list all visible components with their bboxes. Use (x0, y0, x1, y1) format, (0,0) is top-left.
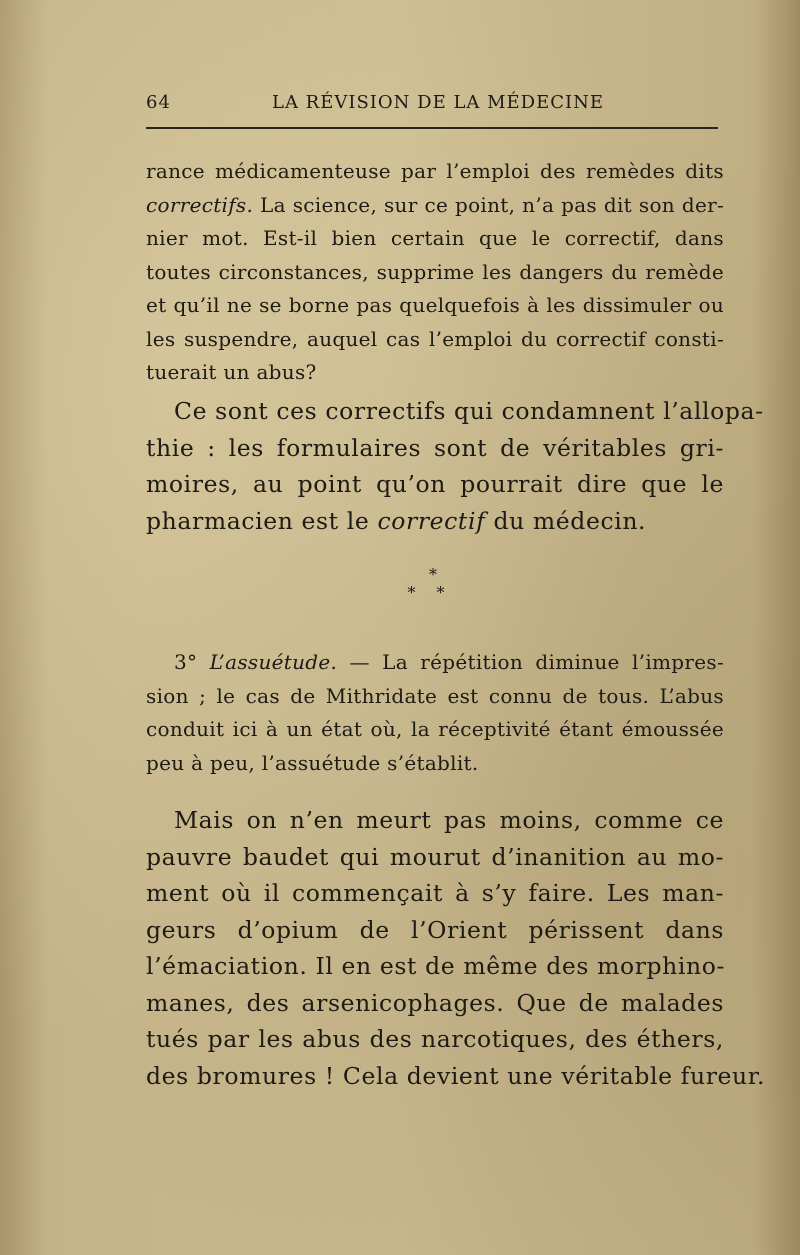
page-header (146, 92, 718, 126)
text-line: moires, au point qu’on pourrait dire que le (146, 470, 724, 498)
text-line: pauvre baudet qui mourut d’inanition au mo- (146, 842, 724, 871)
section-divider-stars (380, 566, 480, 606)
text-line: Ce sont ces correctifs qui condamnent l’allopa- (174, 397, 764, 425)
text-line: tuerait un abus? (146, 360, 317, 384)
text-line: et qu’il ne se borne pas quelquefois à les dissimuler ou (146, 293, 724, 317)
header-rule (146, 127, 718, 129)
text-line: manes, des arsenicophages. Que de malades (146, 988, 724, 1017)
text-line: des bromures ! Cela devient une véritable fureur. (146, 1061, 766, 1090)
text-line (146, 503, 724, 540)
text-line (146, 646, 724, 680)
running-title: LA RÉVISION DE LA MÉDECINE (272, 92, 605, 113)
text-line: tués par les abus des narcotiques, des éthers, (146, 1025, 724, 1053)
text-line: nier mot. Est-il bien certain que le correctif, dans (146, 226, 724, 250)
text-line: Mais on n’en meurt pas moins, comme ce (174, 806, 724, 834)
text-run: pharmacien est le (146, 506, 378, 535)
paragraph-2 (146, 393, 764, 539)
text-line: sion ; le cas de Mithridate est connu de tous. L’abus (146, 683, 724, 708)
italic-term: correctifs. (146, 192, 254, 217)
star-top: * (429, 565, 437, 584)
star-bottom: * * (407, 583, 453, 602)
text-line: thie : les formulaires sont de véritables gri- (146, 433, 724, 462)
text-run: La science, sur ce point, n’a pas dit son der- (253, 192, 724, 217)
text-line: conduit ici à un état où, la réceptivité étant émoussée (146, 717, 724, 741)
paragraph-4 (146, 802, 766, 1094)
text-line: geurs d’opium de l’Orient périssent dans (146, 915, 724, 944)
paragraph-1 (146, 155, 724, 390)
text-line: rance médicamenteuse par l’emploi des remèdes dits (146, 159, 724, 183)
text-line: toutes circonstances, supprime les dangers du remède (146, 259, 724, 284)
text-line (146, 189, 724, 223)
section-heading: L’assuétude. (209, 650, 338, 674)
text-line: peu à peu, l’assuétude s’établit. (146, 750, 479, 775)
text-line: ment où il commençait à s’y faire. Les man- (146, 879, 724, 907)
italic-term: correctif (377, 506, 486, 535)
page-number: 64 (146, 92, 171, 113)
text-line: l’émaciation. Il en est de même des morphino- (146, 952, 726, 980)
paragraph-3 (146, 646, 724, 780)
section-number: 3° (174, 650, 210, 674)
text-run: du médecin. (485, 506, 647, 535)
text-run: — La répétition diminue l’impres- (337, 650, 725, 674)
text-line: les suspendre, auquel cas l’emploi du correctif consti- (146, 326, 724, 351)
